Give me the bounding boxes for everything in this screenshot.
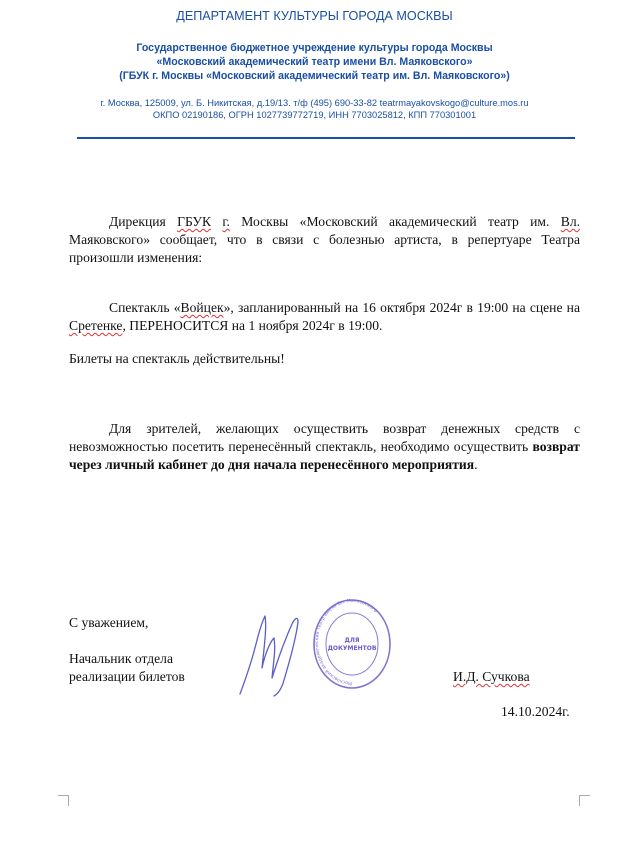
handwritten-signature [232,608,304,700]
department-heading: ДЕПАРТАМЕНТ КУЛЬТУРЫ ГОРОДА МОСКВЫ [176,9,453,23]
signer-role-line2: реализации билетов [69,669,185,684]
org-address: г. Москва, 125009, ул. Б. Никитская, д.19/13. т/ф (495) 690-33-82 teatrmayakovskogo@culture.mos.ru [100,98,529,108]
paragraph-tickets-valid: Билеты на спектакль действительны! [69,351,285,366]
signer-role-line1: Начальник отдела [69,651,173,666]
organization-stamp [312,598,392,694]
signer-name: И.Д. Сучкова [453,669,530,684]
page-corner-mark-right [579,795,590,806]
signature-stroke [240,616,298,696]
letter-date: 14.10.2024г. [501,704,570,719]
letterhead-divider [77,137,575,139]
closing-regards: С уважением, [69,615,149,630]
stamp-center-line1: ДЛЯ [344,637,360,644]
paragraph-refund: Для зрителей, желающих осуществить возврат денежных средств с невозможностью посетить перенесённый спектакль, необходимо осуществить возврат через личный кабинет до дня начала перенесённого мероприятия. [69,421,580,472]
org-name-line1: Государственное бюджетное учреждение культуры города Москвы [136,42,493,54]
org-name-line3: (ГБУК г. Москвы «Московский академический театр им. Вл. Маяковского») [119,70,510,82]
page-corner-mark-left [58,795,69,806]
org-name-line2: «Московский академический театр имени Вл. Маяковского» [156,56,473,68]
stamp-inner-ring [326,613,378,675]
paragraph-reschedule: Спектакль «Войцек», запланированный на 16 октября 2024г в 19:00 на сцене на Сретенке, ПЕРЕНОСИТСЯ на 1 ноября 2024г в 19:00. [69,300,580,333]
stamp-ring-text: Московский академический театр имени Вл. Маяковского [315,598,378,686]
paragraph-announcement: Дирекция ГБУК г. Москвы «Московский академический театр им. Вл. Маяковского» сообщает, что в связи с болезнью артиста, в репертуаре Театра произошли изменения: [69,214,581,265]
org-registry-codes: ОКПО 02190186, ОГРН 1027739772719, ИНН 7703025812, КПП 770301001 [152,110,477,120]
stamp-center-line2: ДОКУМЕНТОВ [327,645,377,652]
